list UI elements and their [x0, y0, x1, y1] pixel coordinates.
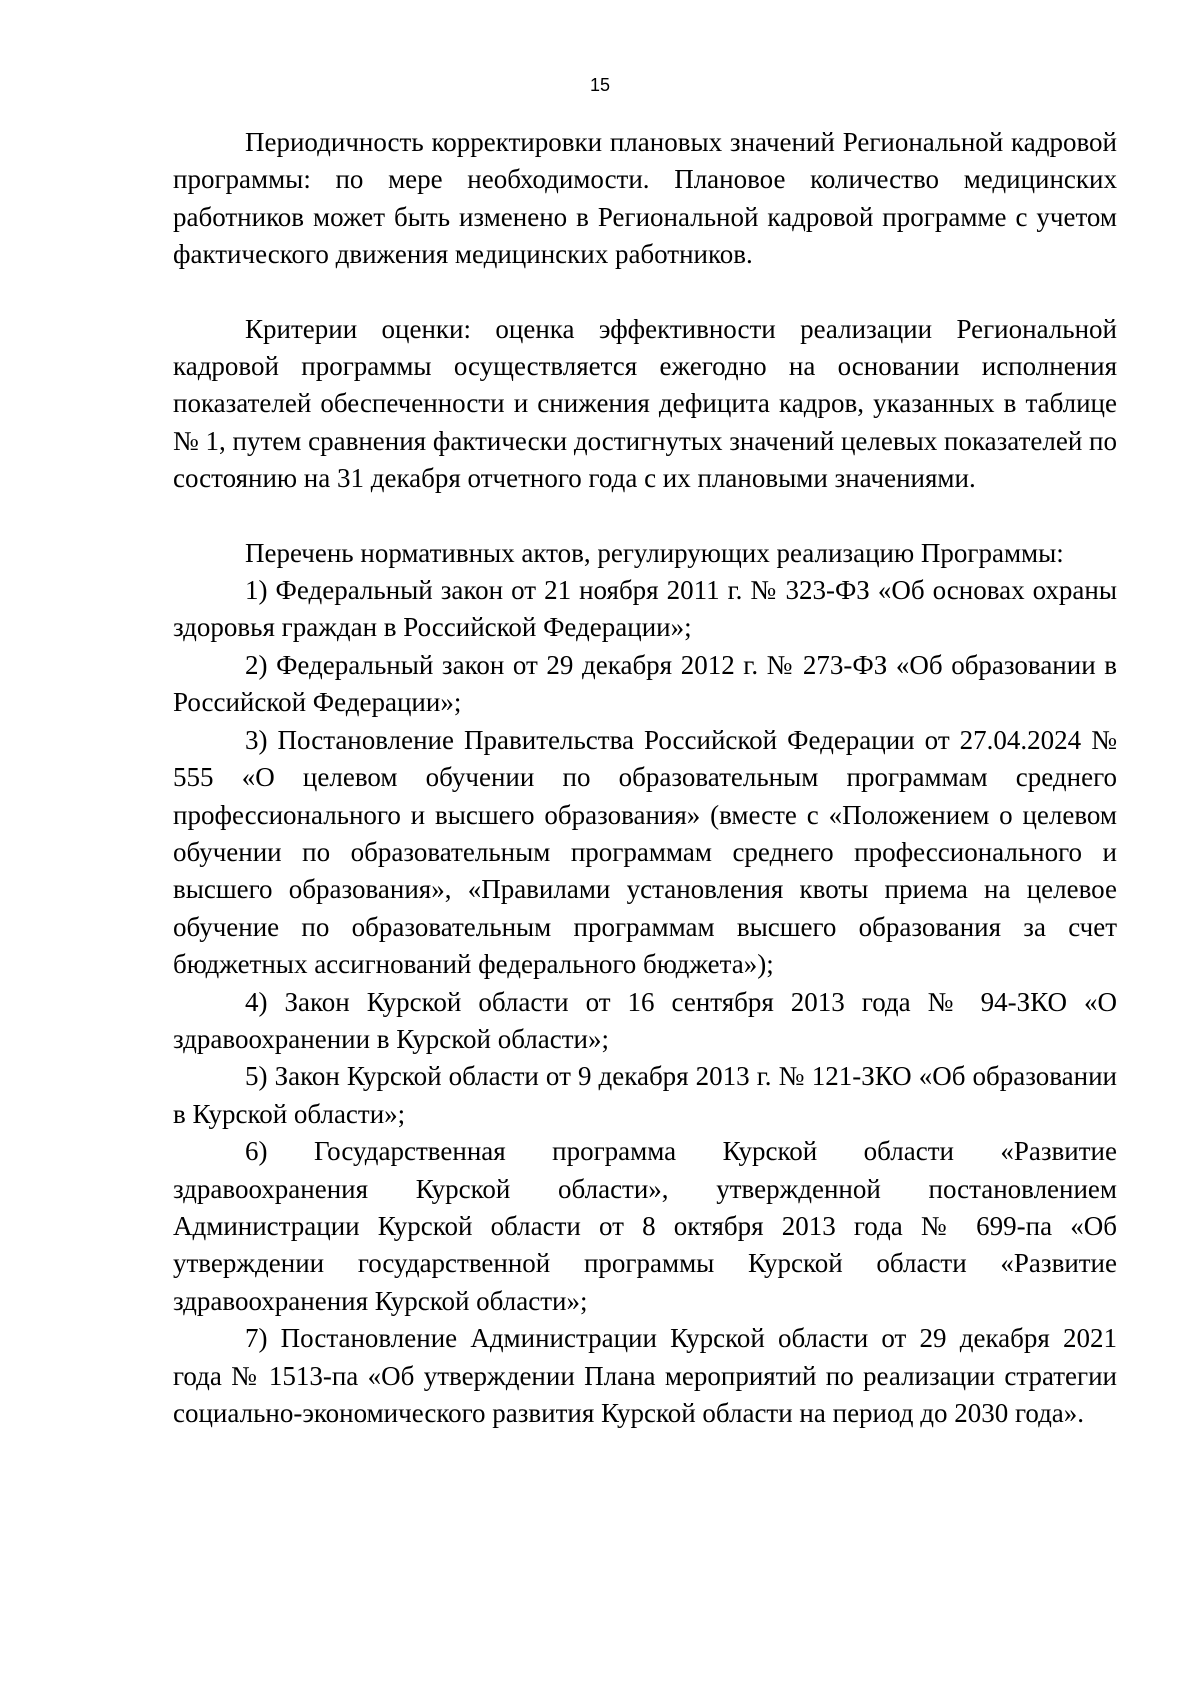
criteria-paragraph: Критерии оценки: оценка эффективности реализации Региональной кадровой программы осуществляется ежегодно на основании исполнения показателей обеспеченности и снижения дефицита кадров, указанных в таблице № 1, путем сравнения фактически достигнутых значений целевых показателей по состоянию на 31 декабря отчетного года с их плановыми значениями.	[173, 313, 1117, 494]
act-item-7: 7) Постановление Администрации Курской области от 29 декабря 2021 года № 1513-па «Об утверждении Плана мероприятий по реализации стратегии социально-экономического развития Курской области на период до 2030 года».	[173, 1323, 1117, 1428]
act-item-5: 5) Закон Курской области от 9 декабря 2013 г. № 121-ЗКО «Об образовании в Курской области»;	[173, 1061, 1117, 1129]
document-body	[173, 124, 1117, 1432]
act-item-3: 3) Постановление Правительства Российской Федерации от 27.04.2024 № 555 «О целевом обучении по образовательным программам среднего профессионального и высшего образования» (вместе с «Положением о целевом обучении по образовательным программам среднего профессионального и высшего образования», «Правилами установления квоты приема на целевое обучение по образовательным программам высшего образования за счет бюджетных ассигнований федерального бюджета»);	[173, 724, 1117, 980]
act-item-1: 1) Федеральный закон от 21 ноября 2011 г. № 323-ФЗ «Об основах охраны здоровья граждан в Российской Федерации»;	[173, 575, 1117, 643]
act-item-2: 2) Федеральный закон от 29 декабря 2012 г. № 273-ФЗ «Об образовании в Российской Федерации»;	[173, 649, 1117, 718]
periodicity-paragraph: Периодичность корректировки плановых значений Региональной кадровой программы: по мере необходимости. Плановое количество медицинских работников может быть изменено в Региональной кадровой программе с учетом фактического движения медицинских работников.	[173, 127, 1117, 270]
act-item-4: 4) Закон Курской области от 16 сентября 2013 года № 94-ЗКО «О здравоохранении в Курской области»;	[173, 986, 1117, 1054]
acts-heading: Перечень нормативных актов, регулирующих реализацию Программы:	[245, 537, 1064, 568]
page-number: 15	[589, 75, 611, 95]
act-item-6: 6) Государственная программа Курской области «Развитие здравоохранения Курской области», утвержденной постановлением Администрации Курской области от 8 октября 2013 года № 699-па «Об утверждении государственной программы Курской области «Развитие здравоохранения Курской области»;	[173, 1136, 1117, 1316]
